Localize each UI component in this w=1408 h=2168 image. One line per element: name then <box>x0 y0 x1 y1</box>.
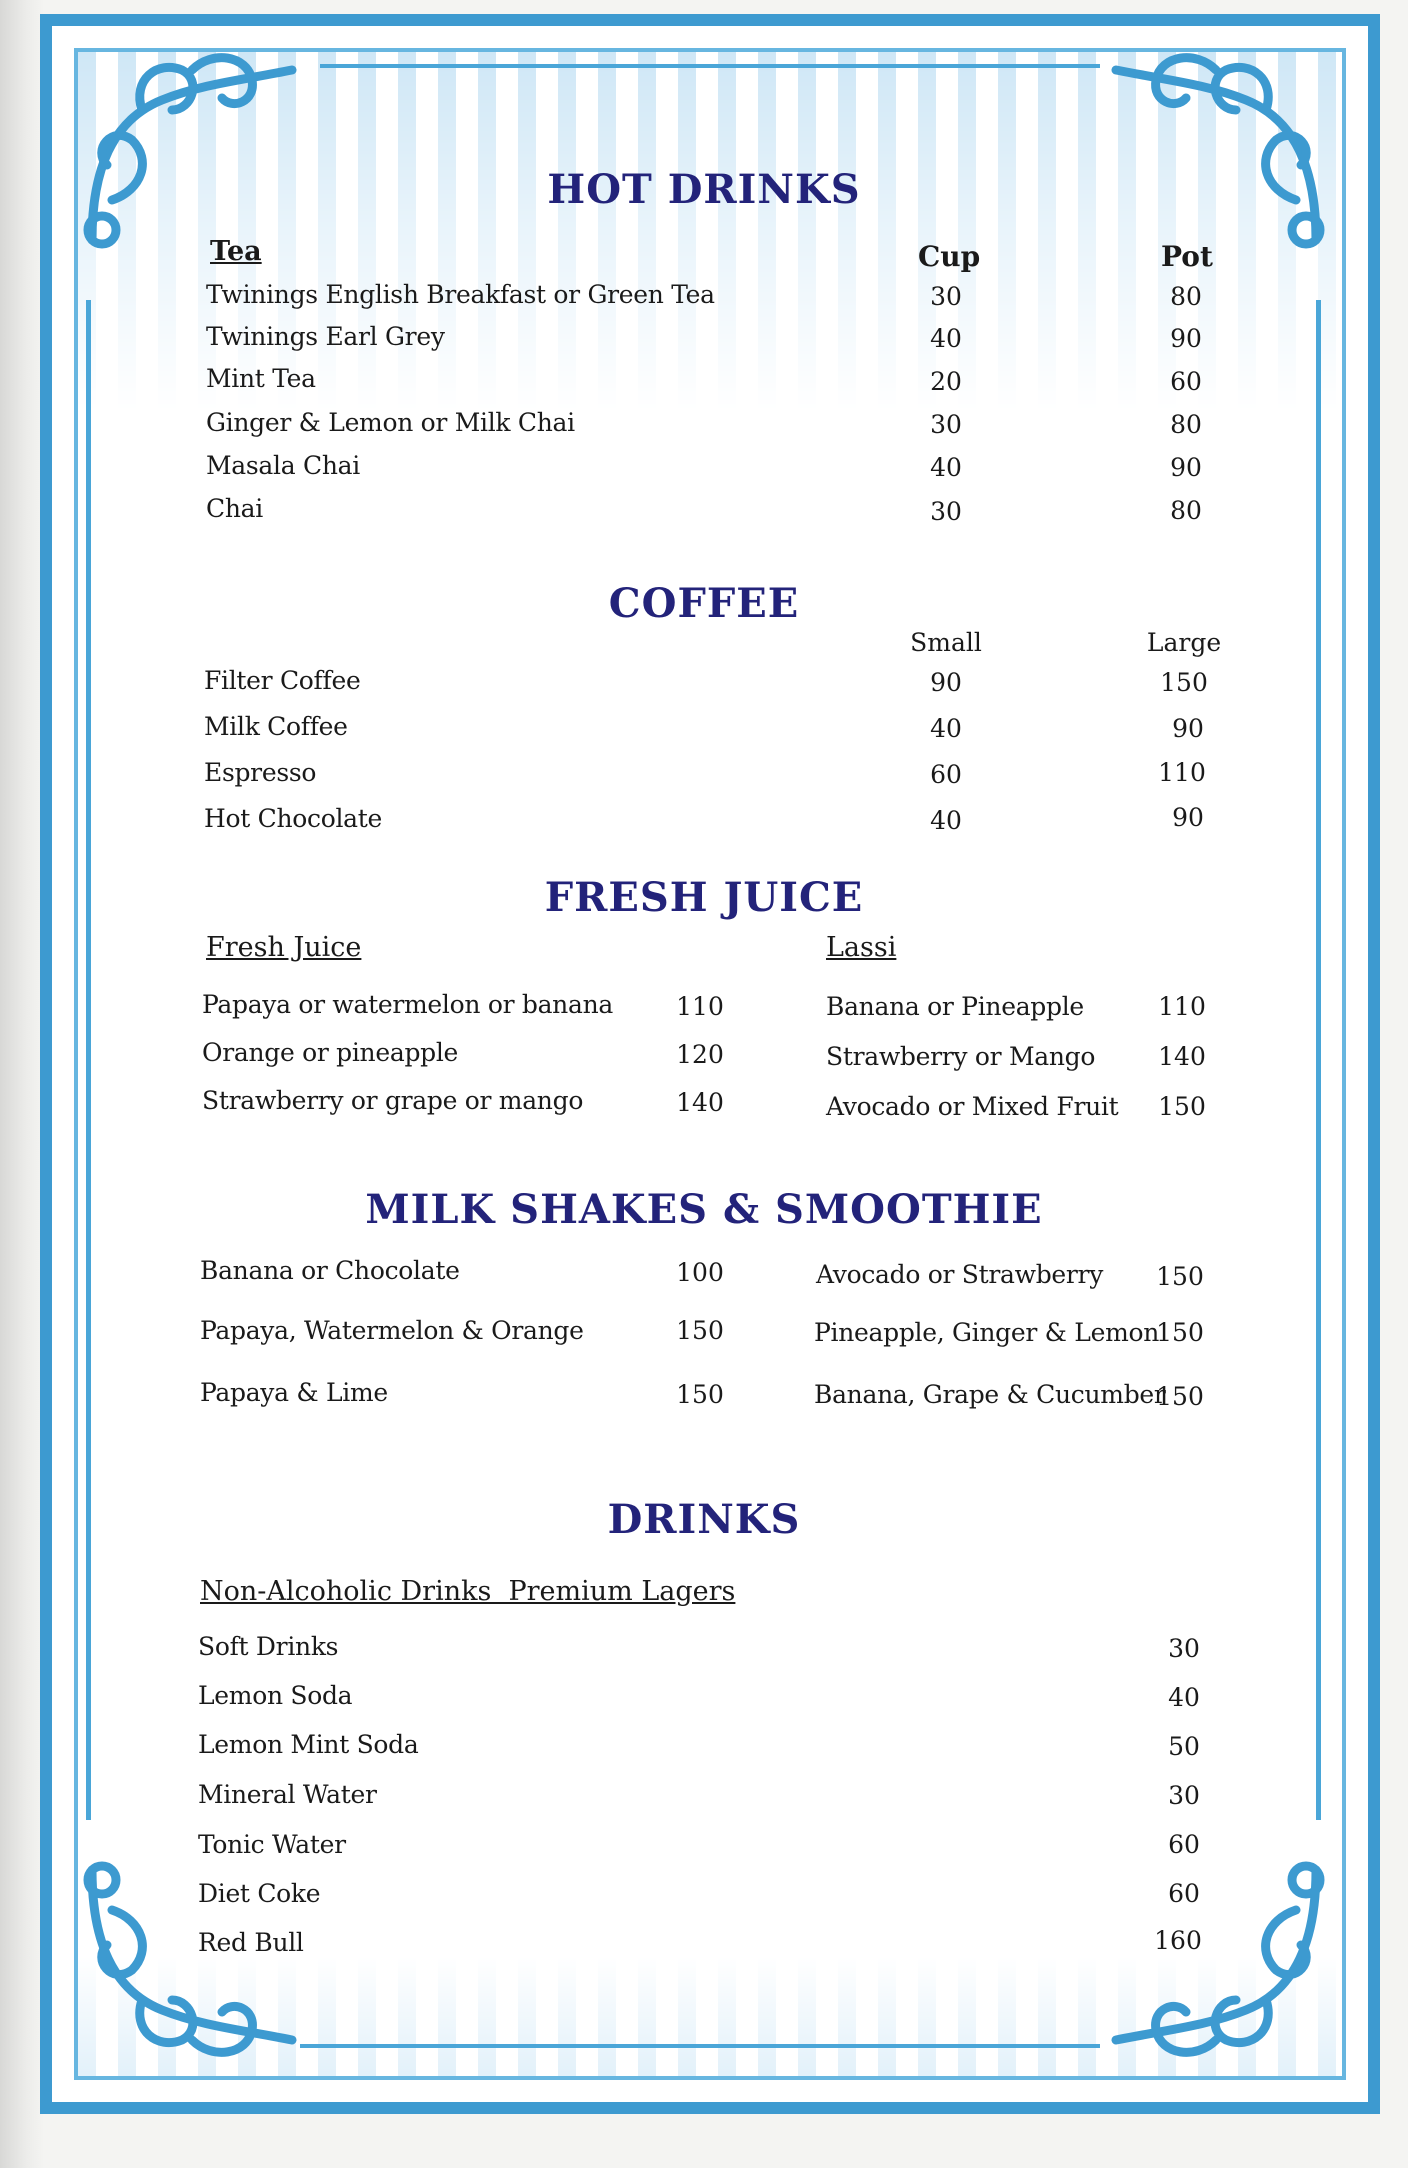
drink-item-price: 160 <box>1154 1926 1202 1955</box>
section-title-drinks: DRINKS <box>607 1496 801 1543</box>
drink-item-price: 30 <box>1168 1781 1200 1810</box>
tea-pot-price: 80 <box>1170 496 1202 525</box>
left-rule <box>86 300 91 1820</box>
drink-item-price: 50 <box>1168 1732 1200 1761</box>
bottom-rule <box>300 2044 1100 2048</box>
juice-item-name: Strawberry or grape or mango <box>202 1086 584 1115</box>
coffee-small-price: 60 <box>930 760 962 789</box>
tea-pot-price: 60 <box>1170 367 1202 396</box>
lassi-item-price: 150 <box>1158 1092 1206 1121</box>
tea-item-name: Masala Chai <box>206 451 360 480</box>
drink-item-name: Lemon Mint Soda <box>198 1730 419 1759</box>
juice-item-price: 120 <box>676 1040 724 1069</box>
tea-item-name: Twinings English Breakfast or Green Tea <box>206 280 715 309</box>
lassi-item-price: 110 <box>1158 992 1206 1021</box>
tea-pot-price: 80 <box>1170 282 1202 311</box>
lassi-item-price: 140 <box>1158 1042 1206 1071</box>
tea-cup-price: 40 <box>930 453 962 482</box>
tea-pot-price: 80 <box>1170 410 1202 439</box>
shake-item-price: 150 <box>676 1380 724 1409</box>
smoothie-item-name: Banana, Grape & Cucumber <box>814 1380 1166 1409</box>
tea-pot-price: 90 <box>1170 453 1202 482</box>
coffee-item-name: Espresso <box>204 758 317 787</box>
drink-item-price: 60 <box>1168 1879 1200 1908</box>
shake-item-price: 150 <box>676 1316 724 1345</box>
coffee-item-name: Hot Chocolate <box>204 804 383 833</box>
juice-item-price: 110 <box>676 992 724 1021</box>
large-column-header: Large <box>1146 628 1222 657</box>
tea-cup-price: 40 <box>930 324 962 353</box>
shake-item-name: Papaya, Watermelon & Orange <box>200 1316 584 1345</box>
lassi-item-name: Banana or Pineapple <box>826 992 1084 1021</box>
tea-pot-price: 90 <box>1170 324 1202 353</box>
section-title-coffee: COFFEE <box>608 580 800 627</box>
section-title-milk-shakes: MILK SHAKES & SMOOTHIE <box>365 1186 1043 1233</box>
coffee-small-price: 40 <box>930 806 962 835</box>
corner-ornament-top-right <box>1106 40 1336 270</box>
smoothie-item-name: Avocado or Strawberry <box>816 1260 1104 1289</box>
tea-cup-price: 30 <box>930 497 962 526</box>
tea-cup-price: 30 <box>930 410 962 439</box>
section-title-hot-drinks: HOT DRINKS <box>547 166 861 213</box>
pot-column-header: Pot <box>1161 240 1213 273</box>
cup-column-header: Cup <box>918 240 981 273</box>
coffee-item-name: Filter Coffee <box>204 666 361 695</box>
smoothie-item-price: 150 <box>1156 1382 1204 1411</box>
smoothie-item-price: 150 <box>1156 1318 1204 1347</box>
smoothie-item-price: 150 <box>1156 1262 1204 1291</box>
fresh-juice-subheading: Fresh Juice <box>206 932 362 963</box>
lassi-subheading: Lassi <box>826 932 897 963</box>
juice-item-name: Papaya or watermelon or banana <box>202 990 613 1019</box>
tea-cup-price: 30 <box>930 282 962 311</box>
top-rule <box>320 64 1100 68</box>
coffee-large-price: 150 <box>1160 668 1208 697</box>
drink-item-price: 30 <box>1168 1634 1200 1663</box>
coffee-item-name: Milk Coffee <box>204 712 348 741</box>
shake-item-price: 100 <box>676 1258 724 1287</box>
section-title-fresh-juice: FRESH JUICE <box>544 874 864 921</box>
tea-cup-price: 20 <box>930 367 962 396</box>
coffee-small-price: 90 <box>930 668 962 697</box>
lassi-item-name: Avocado or Mixed Fruit <box>826 1092 1119 1121</box>
coffee-large-price: 90 <box>1172 803 1204 832</box>
drink-item-price: 40 <box>1168 1683 1200 1712</box>
drink-item-name: Red Bull <box>198 1928 304 1957</box>
corner-ornament-bottom-right <box>1106 1840 1336 2070</box>
corner-ornament-top-left <box>72 40 302 270</box>
juice-item-name: Orange or pineapple <box>202 1038 459 1067</box>
drink-item-price: 60 <box>1168 1830 1200 1859</box>
coffee-small-price: 40 <box>930 714 962 743</box>
small-column-header: Small <box>910 628 982 657</box>
drinks-subheading: Non-Alcoholic Drinks Premium Lagers <box>200 1576 736 1607</box>
tea-item-name: Twinings Earl Grey <box>206 322 445 351</box>
right-rule <box>1316 300 1321 1820</box>
tea-item-name: Ginger & Lemon or Milk Chai <box>206 408 575 437</box>
juice-item-price: 140 <box>676 1088 724 1117</box>
drink-item-name: Lemon Soda <box>198 1681 353 1710</box>
drink-item-name: Mineral Water <box>198 1780 377 1809</box>
shake-item-name: Papaya & Lime <box>200 1378 388 1407</box>
lassi-item-name: Strawberry or Mango <box>826 1042 1096 1071</box>
page-binding-edge <box>0 0 44 2168</box>
coffee-large-price: 110 <box>1158 758 1206 787</box>
drink-item-name: Tonic Water <box>198 1830 346 1859</box>
tea-item-name: Chai <box>206 494 263 523</box>
smoothie-item-name: Pineapple, Ginger & Lemon <box>814 1318 1160 1347</box>
tea-item-name: Mint Tea <box>206 364 316 393</box>
drink-item-name: Diet Coke <box>198 1879 321 1908</box>
tea-subheading: Tea <box>210 236 262 267</box>
shake-item-name: Banana or Chocolate <box>200 1256 460 1285</box>
coffee-large-price: 90 <box>1172 714 1204 743</box>
drink-item-name: Soft Drinks <box>198 1632 339 1661</box>
